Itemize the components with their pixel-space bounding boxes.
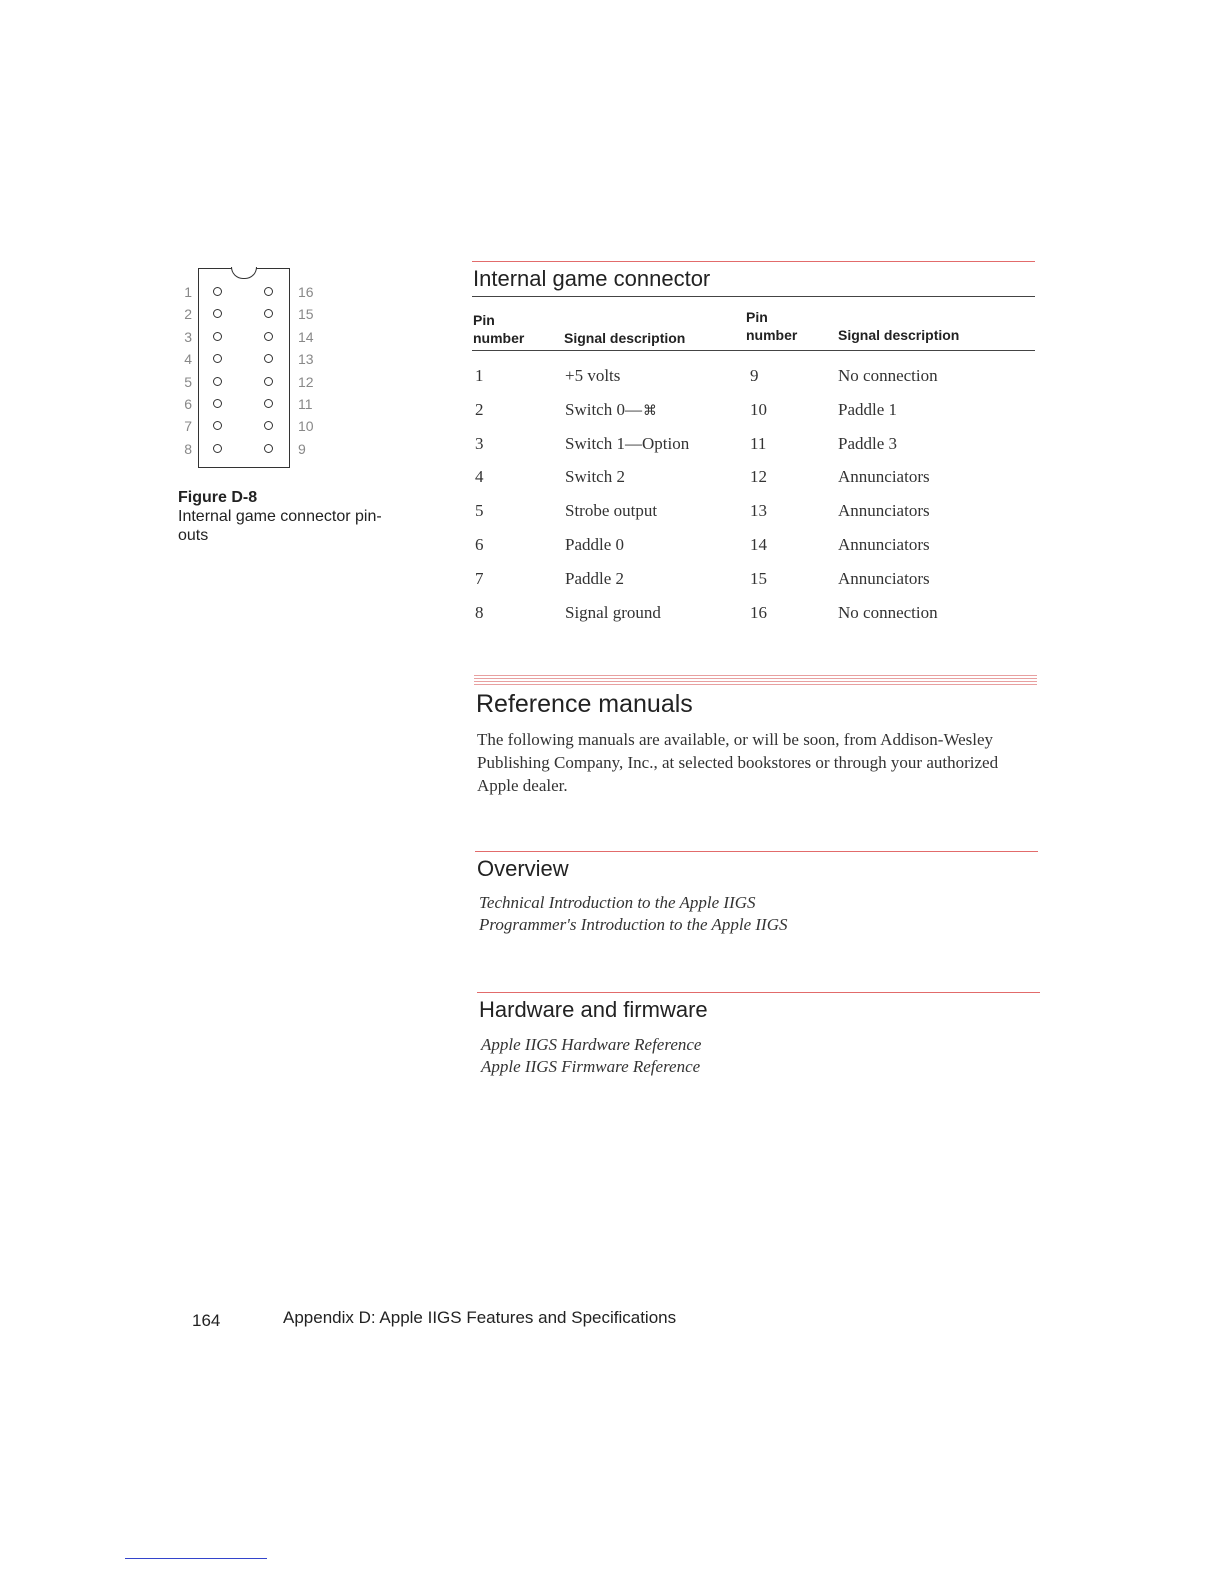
running-footer: Appendix D: Apple IIGS Features and Specifications [283, 1308, 677, 1327]
list-item: Technical Introduction to the Apple IIGS [479, 893, 756, 912]
pin-row [176, 439, 326, 461]
pin-number-left: 3 [184, 328, 192, 345]
pin-row [176, 394, 326, 416]
header-signal-description-2: Signal description [838, 327, 960, 343]
pin-number-right: 14 [298, 328, 314, 345]
signal-description-cell: No connection [838, 366, 938, 385]
pin-number-cell: 1 [475, 366, 484, 385]
signal-description-cell: No connection [838, 602, 938, 622]
pin-hole [264, 421, 273, 430]
header-signal-description-1: Signal description [564, 330, 686, 346]
signal-description-cell: Paddle 3 [838, 433, 898, 453]
signal-description-cell: Annunciators [838, 534, 930, 554]
overview-list [479, 892, 788, 936]
open-apple-icon: ⌘ [642, 403, 657, 419]
pin-number-right: 10 [298, 418, 314, 435]
figure-caption [178, 488, 398, 545]
pin-number-right: 12 [298, 373, 314, 390]
signal-description-cell: Annunciators [838, 501, 930, 521]
pin-hole [264, 377, 273, 386]
signal-description-cell: Paddle 1 [838, 399, 898, 419]
pin-number-cell: 12 [750, 467, 767, 487]
table-row [472, 565, 1035, 599]
table-row [472, 463, 1035, 497]
header-pin-number-2: Pin number [746, 309, 798, 343]
pin-hole [213, 354, 222, 363]
signal-description-cell: Switch 0—⌘ [565, 399, 657, 419]
table-row [472, 531, 1035, 565]
pin-number-left: 5 [184, 373, 192, 390]
pin-number-cell: 10 [750, 399, 767, 419]
pin-row [176, 372, 326, 394]
signal-description-cell: Signal ground [565, 602, 661, 622]
signal-description-cell: Paddle 2 [565, 568, 625, 588]
pin-number-cell: 13 [750, 501, 767, 521]
signal-description-cell: Paddle 0 [565, 534, 625, 554]
pin-hole [264, 309, 273, 318]
table-row [472, 430, 1035, 464]
hardware-title: Hardware and firmware [479, 997, 708, 1022]
pin-number-left: 1 [184, 284, 192, 300]
pin-hole [213, 377, 222, 386]
page-number: 164 [192, 1311, 221, 1330]
pin-hole [264, 444, 273, 453]
table-top-rule [472, 261, 1035, 262]
overview-title: Overview [477, 856, 569, 881]
pin-number-cell: 2 [475, 399, 484, 419]
pin-number-cell: 16 [750, 602, 767, 622]
pin-number-cell: 7 [475, 568, 484, 588]
pin-number-cell: 9 [750, 366, 759, 385]
pin-number-right: 15 [298, 306, 314, 323]
pin-hole [213, 309, 222, 318]
pin-number-right: 11 [298, 396, 313, 412]
signal-description-cell: +5 volts [565, 366, 621, 385]
reference-rule [474, 675, 1037, 687]
table-row [472, 497, 1035, 531]
pin-number-cell: 11 [750, 433, 767, 453]
header-pin-number-1: Pin number [473, 312, 525, 346]
overview-rule [475, 851, 1038, 852]
pin-row [176, 416, 326, 438]
hardware-rule [477, 992, 1040, 993]
pin-row [176, 349, 326, 371]
pin-hole [213, 444, 222, 453]
pin-number-cell: 15 [750, 568, 767, 588]
pin-number-right: 16 [298, 284, 314, 300]
pin-hole [264, 332, 273, 341]
pinout-figure [176, 264, 336, 479]
list-item: Apple IIGS Firmware Reference [481, 1057, 701, 1076]
pin-number-left: 6 [184, 396, 192, 412]
signal-description-cell: Switch 2 [565, 467, 625, 487]
pin-row [176, 327, 326, 349]
pin-number-cell: 5 [475, 501, 484, 521]
list-item: Apple IIGS Hardware Reference [481, 1035, 702, 1054]
signal-description-cell: Annunciators [838, 467, 930, 487]
figure-label: Figure D-8 [178, 489, 258, 506]
signal-description-cell: Switch 1—Option [565, 433, 690, 453]
signal-description-cell: Annunciators [838, 568, 930, 588]
pin-number-right: 13 [298, 351, 314, 368]
table-row [472, 396, 1035, 430]
reference-title: Reference manuals [476, 690, 693, 718]
pin-number-left: 7 [184, 418, 192, 435]
pin-number-cell: 8 [475, 602, 484, 622]
pin-row [176, 282, 326, 304]
pin-number-cell: 6 [475, 534, 484, 554]
pin-number-left: 8 [184, 440, 192, 457]
pin-number-left: 2 [184, 306, 192, 323]
table-row [472, 599, 1035, 633]
pin-hole [213, 287, 222, 296]
pin-row [176, 304, 326, 326]
pin-number-cell: 4 [475, 467, 484, 487]
figure-caption-text: Internal game connector pin-outs [178, 508, 382, 544]
pin-hole [264, 287, 273, 296]
table-title: Internal game connector [473, 266, 711, 291]
table-title-underline [472, 296, 1035, 297]
hardware-list [481, 1034, 701, 1078]
pin-number-cell: 14 [750, 534, 767, 554]
pin-number-left: 4 [184, 351, 192, 368]
pin-number-right: 9 [298, 440, 306, 457]
pin-hole [213, 332, 222, 341]
bottom-rule [125, 1558, 267, 1559]
list-item: Programmer's Introduction to the Apple IIGS [479, 915, 788, 934]
pin-hole [213, 399, 222, 408]
table-body [472, 362, 1035, 632]
pin-number-cell: 3 [475, 433, 484, 453]
table-header [472, 308, 1035, 351]
signal-description-cell: Strobe output [565, 501, 658, 521]
pin-hole [264, 354, 273, 363]
pin-hole [213, 421, 222, 430]
table-row [472, 362, 1035, 396]
reference-body: The following manuals are available, or will be soon, from Addison-Wesley Publishing Company, Inc., at selected bookstores or through your authorized Apple dealer. [477, 730, 999, 795]
pin-hole [264, 399, 273, 408]
